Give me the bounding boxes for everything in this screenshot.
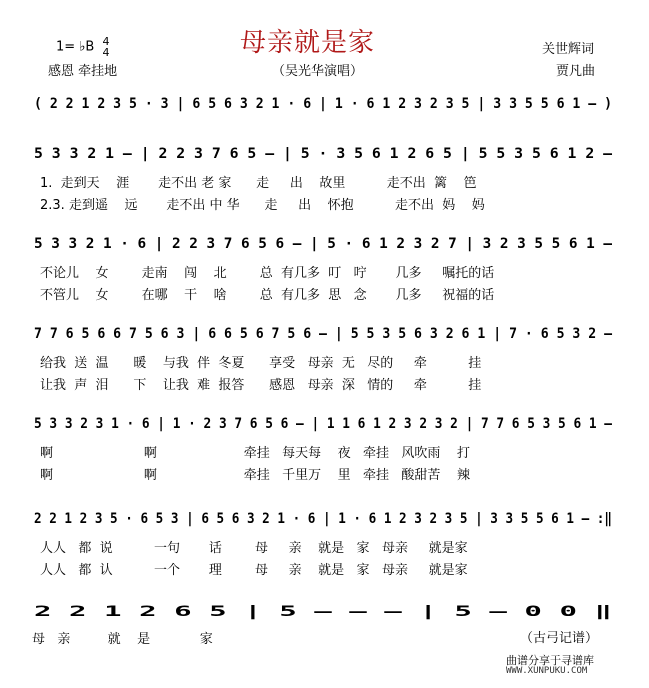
lyric-line: 不论儿 女 走南 闯 北 总 有几多 叮 咛 几多 嘱托的话 [40,266,495,281]
lyric-line: 不管儿 女 在哪 干 啥 总 有几多 思 念 几多 祝福的话 [40,288,495,303]
lyric-line: 给我 送 温 暖 与我 伴 冬夏 享受 母亲 无 尽的 牵 挂 [40,356,482,371]
song-title: 母亲就是家 [240,28,376,58]
lyric-line: 1. 走到天 涯 走不出 老 家 走 出 故里 走不出 篱 笆 [40,176,477,191]
note-line [0,320,649,350]
notation-system [0,505,649,595]
notation-system [0,140,649,230]
note-text: 5 3 3 2 1 · 6 | 2 2 3 7 6 5 6 – | 5 · 6 1 2 3 2 7 | 3 2 3 5 5 6 1 – [34,236,613,252]
note-text: 7 7 6 5 6 6 7 5 6 3 | 6 6 5 6 7 5 6 – | 5 5 3 5 6 3 2 6 1 | 7 · 6 5 3 2 – [34,326,613,342]
note-text: 5 3 3 2 3 1 · 6 | 1 · 2 3 7 6 5 6 – | 1 1 6 1 2 3 2 3 2 | 7 7 6 5 3 5 6 1 – [34,416,613,432]
note-text: 5 3 3 2 1 – | 2 2 3 7 6 5 – | 5 · 3 5 6 1 2 6 5 | 5 5 3 5 6 1 2 – [34,146,613,162]
note-line [0,140,649,170]
notation-system [0,230,649,320]
time-bottom: 4 [102,46,110,59]
time-signature [103,36,110,58]
lyric-line: 人人 都 说 一句 话 母 亲 就是 家 母亲 就是家 [40,541,468,556]
notation-system [0,320,649,410]
lyric-line: 让我 声 泪 下 让我 难 报答 感恩 母亲 深 情的 牵 挂 [40,378,482,393]
lyric-line: 母 亲 就 是 家 [32,632,213,647]
lyricist-credit: 关世辉词 [542,42,595,57]
lyric-line: 2.3. 走到遥 远 走不出 中 华 走 出 怀抱 走不出 妈 妈 [40,198,485,213]
watermark-line1: 曲谱分享于寻谱库 [506,654,594,667]
watermark-line2: WWW.XUNPUKU.COM [506,666,588,676]
note-line [0,90,649,120]
notation-system [0,410,649,500]
transcriber-credit: （古弓记谱） [520,631,599,646]
key-text: 1= ♭B [56,39,95,55]
note-text: 2 2 1 2 6 5 | 5 – – – | 5 – 0 0 ‖ [34,604,612,620]
note-line [0,410,649,440]
lyric-line: 啊 啊 牵挂 每天每 夜 牵挂 风吹雨 打 [40,446,470,461]
time-top: 4 [102,35,110,48]
composer-credit: 贾凡曲 [556,64,596,79]
note-line [0,598,649,628]
note-line [0,505,649,535]
note-line [0,230,649,260]
singer-credit: （吴光华演唱） [272,64,364,79]
note-text: 2 2 1 2 3 5 · 6 5 3 | 6 5 6 3 2 1 · 6 | 1 · 6 1 2 3 2 3 5 | 3 3 5 5 6 1 – :‖ [34,511,612,527]
note-text: ( 2 2 1 2 3 5 · 3 | 6 5 6 3 2 1 · 6 | 1 · 6 1 2 3 2 3 5 | 3 3 5 5 6 1 – ) [34,96,612,112]
lyric-line: 啊 啊 牵挂 千里万 里 牵挂 酸甜苦 辣 [40,468,470,483]
tempo-marking: 感恩 牵挂地 [48,64,118,79]
key-signature [56,36,110,58]
lyric-line: 人人 都 认 一个 理 母 亲 就是 家 母亲 就是家 [40,563,468,578]
